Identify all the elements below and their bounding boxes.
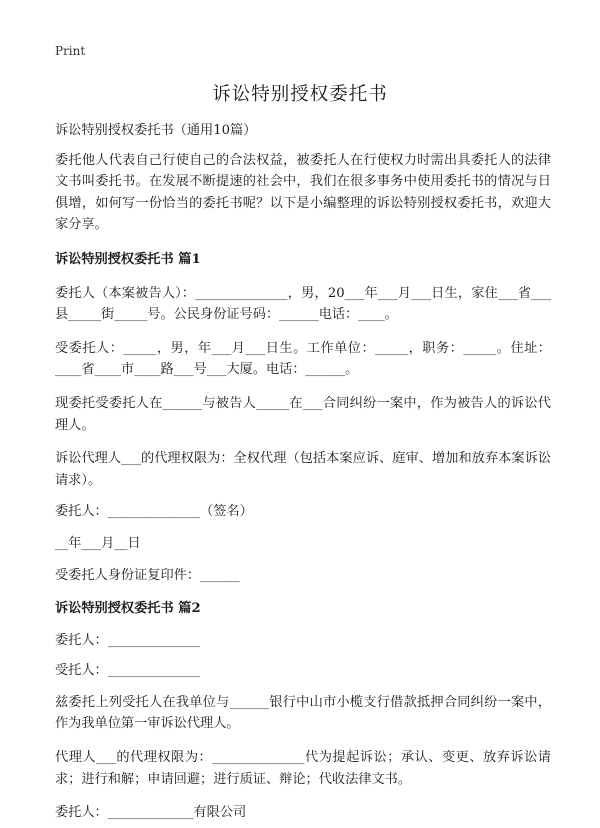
document-body <box>55 120 551 824</box>
section1-entrustment: 现委托受委托人在______与被告人_____在___合同纠纷一案中，作为被告人的诉讼代理人。 <box>55 395 551 433</box>
print-label[interactable]: Print <box>55 44 86 58</box>
section2-client-company: 委托人：_____________有限公司 <box>55 805 247 821</box>
section2-client: 委托人：______________ <box>55 632 201 648</box>
intro-paragraph: 委托他人代表自己行使自己的合法权益，被委托人在行使权力时需出具委托人的法律文书叫委托书。在发展不断提速的社会中，我们在很多事务中使用委托书的情况与日俱增，如何写一份恰当的委托书呢？以下是小编整理的诉讼特别授权委托书，欢迎大家分享。 <box>55 152 551 233</box>
section1-authority: 诉讼代理人___的代理权限为：全权代理（包括本案应诉、庭审、增加和放弃本案诉讼请求）。 <box>55 451 551 488</box>
section1-client-info: 委托人（本案被告人）：______________，男，20___年___月___日生，家住___省___县_____街_____号。公民身份证号码：______电话：____。 <box>55 285 551 323</box>
section2-agent: 受托人：______________ <box>55 663 201 679</box>
document-subtitle: 诉讼特别授权委托书（通用10篇） <box>55 123 257 138</box>
section2-heading: 诉讼特别授权委托书 篇2 <box>55 601 201 617</box>
section2-authority: 代理人___的代理权限为：______________代为提起诉讼；承认、变更、放弃诉讼请求；进行和解；申请回避；进行质证、辩论；代收法律文书。 <box>55 750 551 787</box>
section1-id-copy: 受委托人身份证复印件：______ <box>55 567 240 583</box>
section2-entrustment: 兹委托上列受托人在我单位与______银行中山市小榄支行借款抵押合同纠纷一案中，作为我单位第一审诉讼代理人。 <box>55 694 551 732</box>
section1-date: __年___月__日 <box>55 535 141 551</box>
document-title: 诉讼特别授权委托书 <box>212 84 388 105</box>
section1-agent-info: 受委托人：_____，男，年___月___日生。工作单位：_____，职务：_____。住址：____省____市____路___号___大厦。电话：______。 <box>55 340 551 378</box>
section1-heading: 诉讼特别授权委托书 篇1 <box>55 251 201 267</box>
section1-signature: 委托人：______________（签名） <box>55 504 253 520</box>
